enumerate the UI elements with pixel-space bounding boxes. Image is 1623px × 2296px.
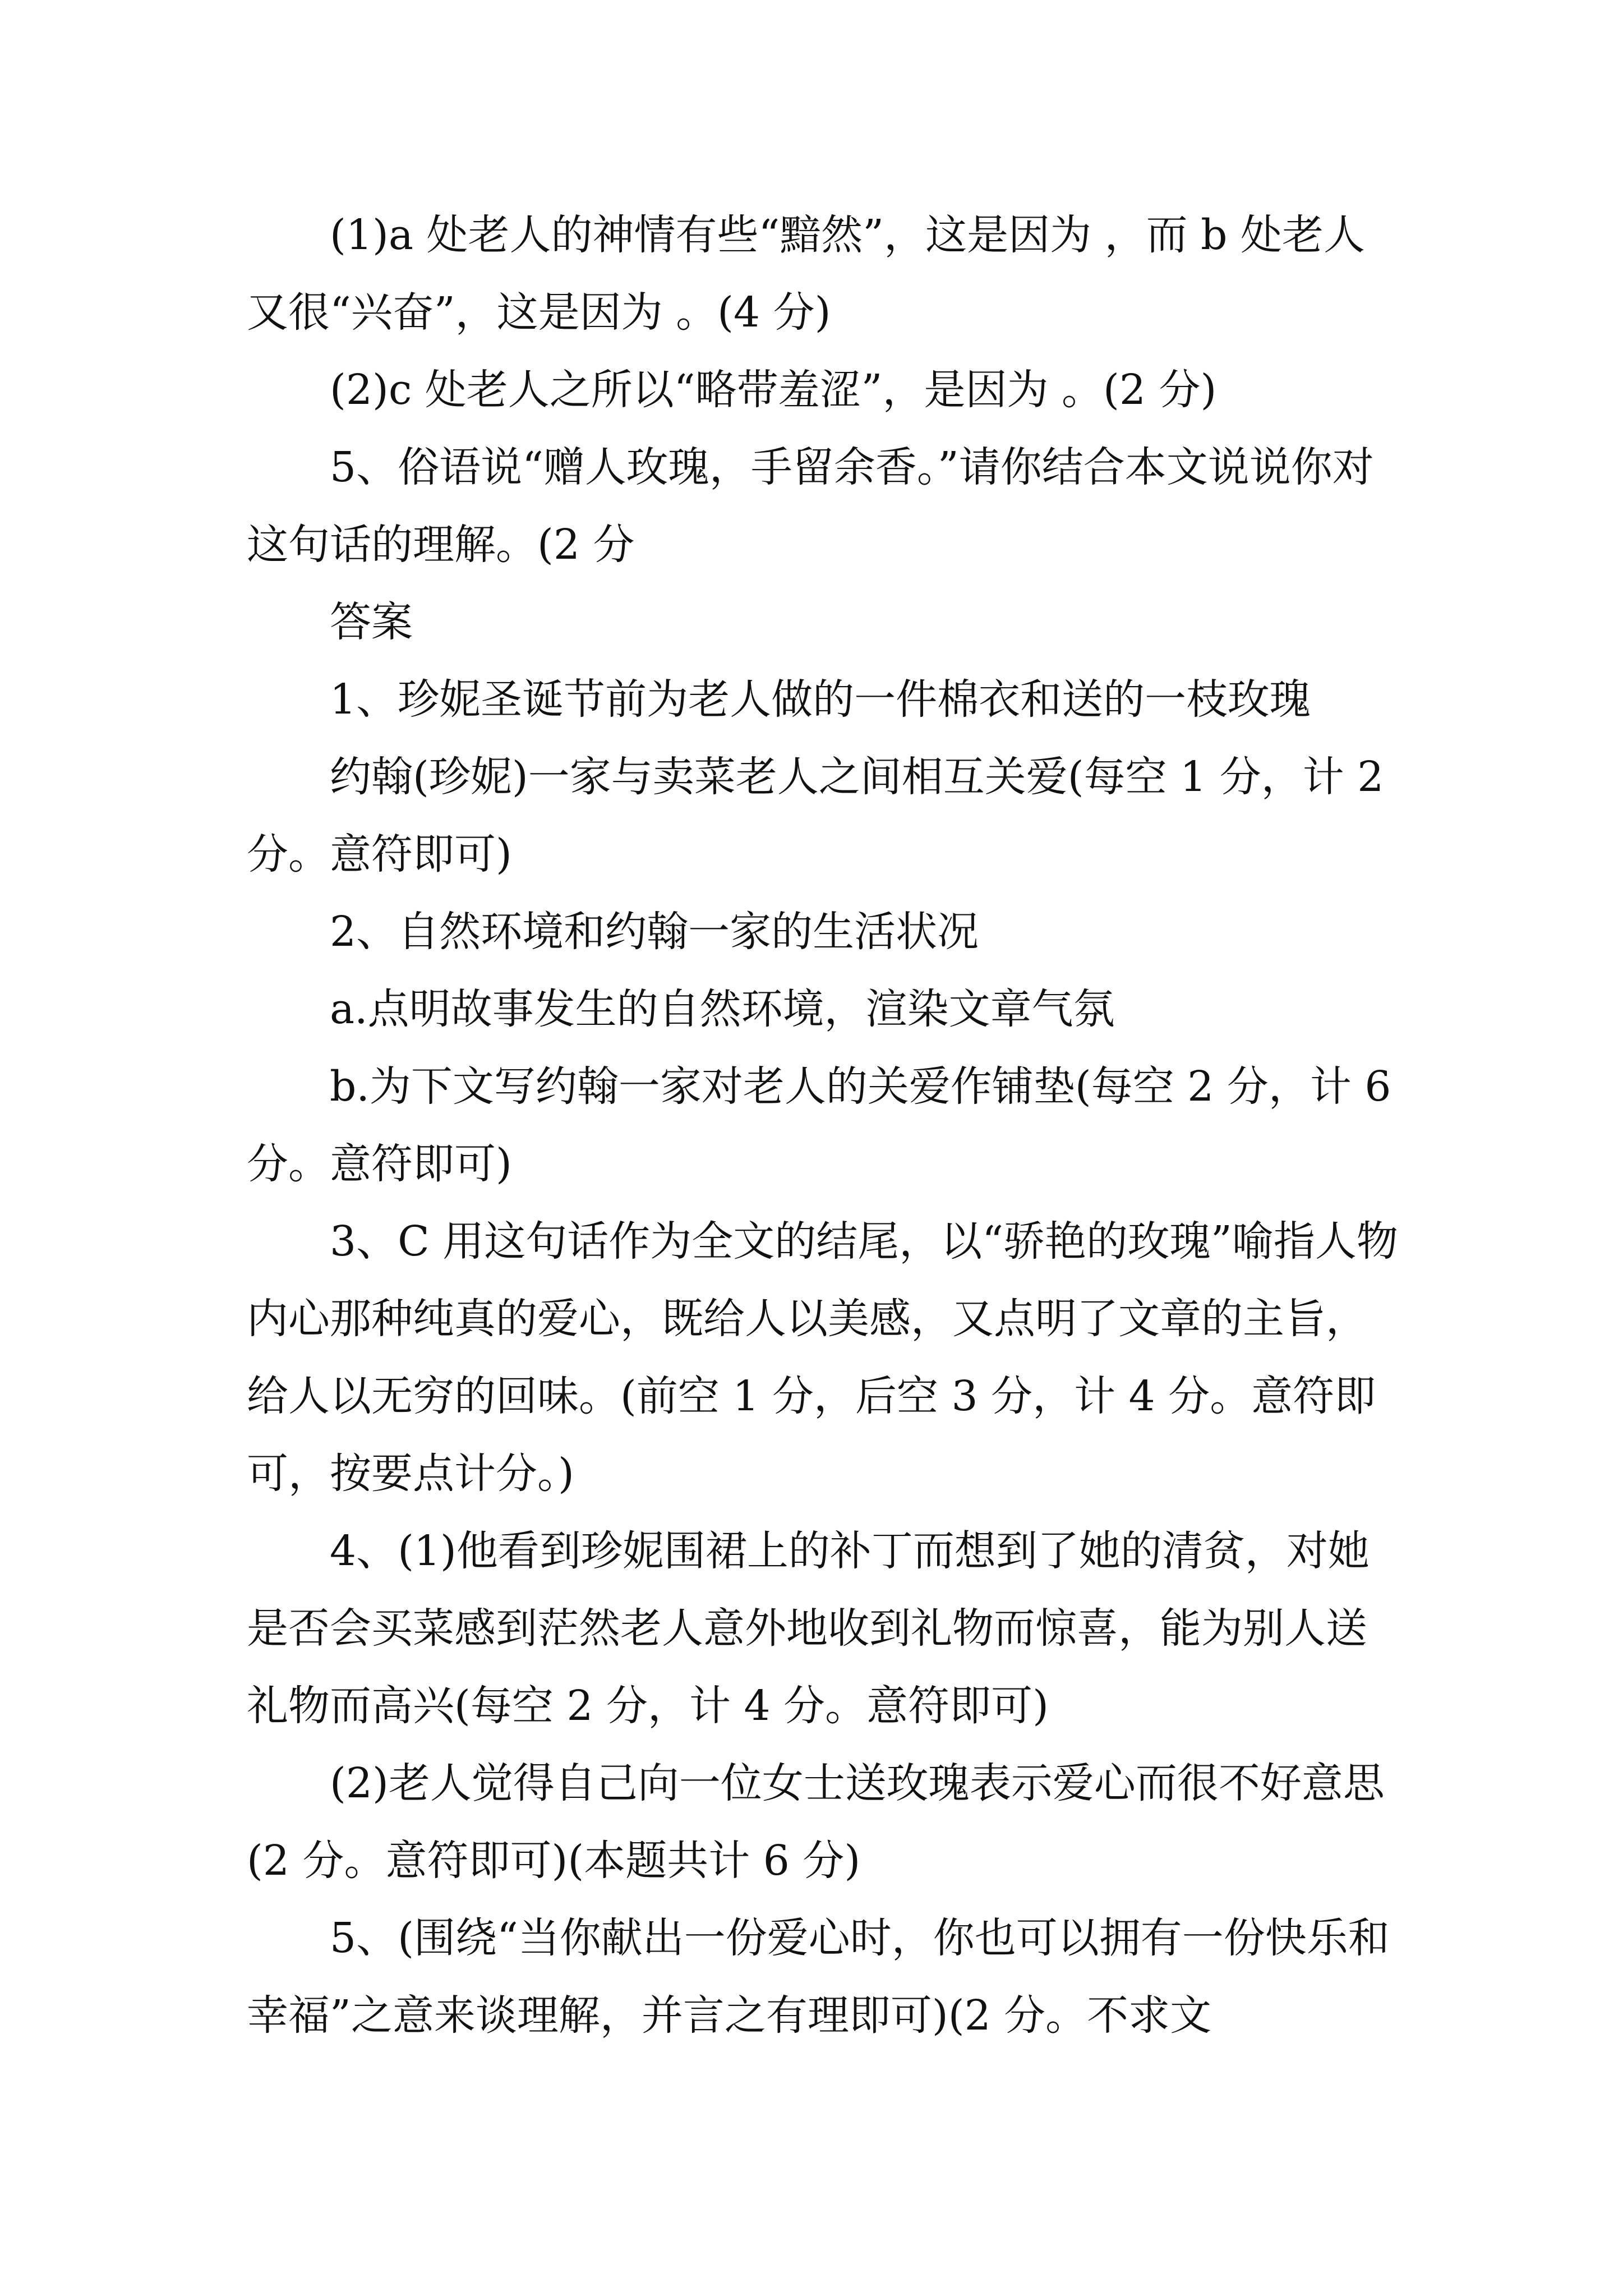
answer-1-line-1: 1、珍妮圣诞节前为老人做的一件棉衣和送的一枝玫瑰 xyxy=(330,675,1311,724)
question-5: 5、俗语说“赠人玫瑰，手留余香。”请你结合本文说说你对这句话的理解。(2 分 xyxy=(247,443,1374,569)
answer-heading: 答案 xyxy=(330,598,413,646)
answer-4-part-2: (2)老人觉得自己向一位女士送玫瑰表示爱心而很不好意思(2 分。意符即可)(本题共计 6 分) xyxy=(247,1759,1385,1885)
answer-2-line-1: 2、自然环境和约翰一家的生活状况 xyxy=(330,908,979,956)
answer-1-line-2: 约翰(珍妮)一家与卖菜老人之间相互关爱(每空 1 分，计 2 分。意符即可) xyxy=(247,753,1384,878)
question-4-part-2: (2)c 处老人之所以“略带羞涩”，是因为 。(2 分) xyxy=(330,366,1217,414)
document-body xyxy=(247,196,1402,2054)
answer-2-line-b: b.为下文写约翰一家对老人的关爱作铺垫(每空 2 分，计 6 分。意符即可) xyxy=(247,1062,1391,1188)
question-4-part-1: (1)a 处老人的神情有些“黯然”，这是因为 ，而 b 处老人又很“兴奋”，这是因为 。(4 分) xyxy=(247,211,1366,337)
answer-4-part-1: 4、(1)他看到珍妮围裙上的补丁而想到了她的清贫，对她是否会买菜感到茫然老人意外地收到礼物而惊喜，能为别人送礼物而高兴(每空 2 分，计 4 分。意符即可) xyxy=(247,1527,1370,1730)
answer-2-line-a: a.点明故事发生的自然环境，渲染文章气氛 xyxy=(330,985,1115,1033)
answer-3: 3、C 用这句话作为全文的结尾，以“骄艳的玫瑰”喻指人物内心那种纯真的爱心，既给人以美感，又点明了文章的主旨，给人以无穷的回味。(前空 1 分，后空 3 分，计 4 分。意符即可，按要点计分。) xyxy=(247,1217,1398,1498)
answer-5: 5、(围绕“当你献出一份爱心时，你也可以拥有一份快乐和幸福”之意来谈理解，并言之有理即可)(2 分。不求文 xyxy=(247,1914,1390,2040)
